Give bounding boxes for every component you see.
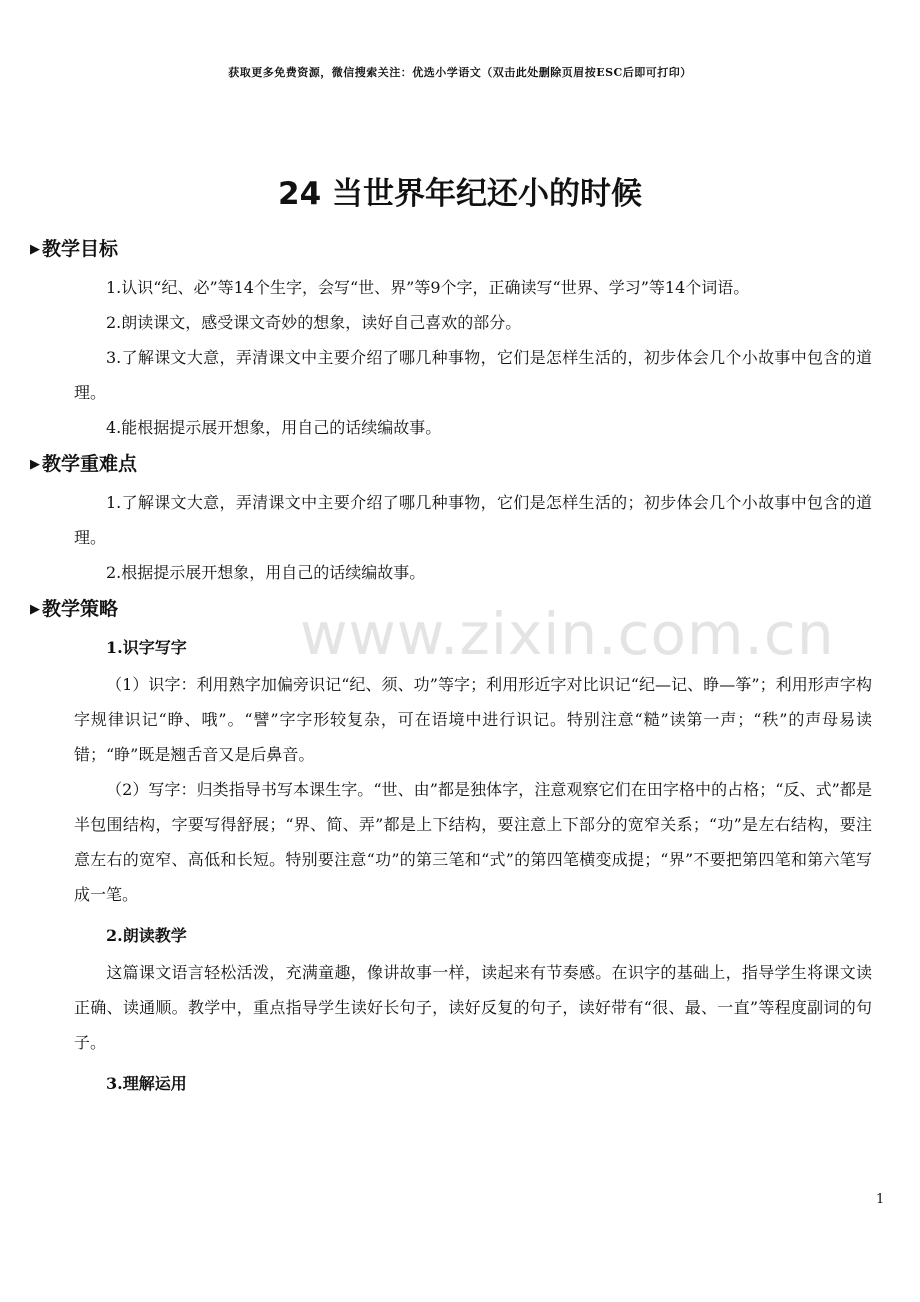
goal-item-3: 3.了解课文大意，弄清课文中主要介绍了哪几种事物，它们是怎样生活的，初步体会几个小故事中包含的道理。 — [74, 348, 872, 402]
goal-item-1: 1.认识“纪、必”等14个生字，会写“世、界”等9个字，正确读写“世界、学习”等14个词语。 — [106, 278, 750, 297]
subheading-reading: 2.朗读教学 — [106, 926, 187, 945]
literacy-paragraph-2: （2）写字：归类指导书写本课生字。“世、由”都是独体字，注意观察它们在田字格中的占格；“反、式”都是半包围结构，字要写得舒展；“界、简、弄”都是上下结构，要注意上下部分的宽窄关系；“功”是左右结构，要注意左右的宽窄、高低和长短。特别要注意“功”的第三笔和“式”的第四笔横变成提；“界”不要把第四笔和第六笔写成一笔。 — [74, 780, 872, 904]
section-heading-text: 教学目标 — [42, 238, 119, 260]
key-point-item-1: 1.了解课文大意，弄清课文中主要介绍了哪几种事物，它们是怎样生活的；初步体会几个小故事中包含的道理。 — [74, 493, 872, 547]
section-heading-key-points — [30, 449, 872, 479]
subheading-application: 3.理解运用 — [106, 1074, 187, 1093]
reading-paragraph: 这篇课文语言轻松活泼，充满童趣，像讲故事一样，读起来有节奏感。在识字的基础上，指导学生将课文读正确、读通顺。教学中，重点指导学生读好长句子，读好反复的句子，读好带有“很、最、一直”等程度副词的句子。 — [74, 963, 872, 1052]
document-title: 24 当世界年纪还小的时候 — [278, 176, 642, 212]
goal-item-4: 4.能根据提示展开想象，用自己的话续编故事。 — [106, 418, 442, 437]
page-number: 1 — [876, 1192, 885, 1207]
page-header-note: 获取更多免费资源，微信搜索关注：优选小学语文（双击此处删除页眉按ESC后即可打印） — [228, 66, 692, 79]
subheading-literacy: 1.识字写字 — [106, 638, 187, 657]
section-heading-text: 教学策略 — [42, 598, 119, 620]
section-heading-goals — [30, 234, 872, 264]
triangle-bullet-icon: ▶ — [30, 242, 40, 257]
triangle-bullet-icon: ▶ — [30, 457, 40, 472]
section-heading-text: 教学重难点 — [42, 453, 138, 475]
document-body — [30, 230, 872, 1103]
triangle-bullet-icon: ▶ — [30, 602, 40, 617]
key-point-item-2: 2.根据提示展开想象，用自己的话续编故事。 — [106, 563, 426, 582]
watermark: www.zixin.com.cn — [300, 600, 835, 668]
goal-item-2: 2.朗读课文，感受课文奇妙的想象，读好自己喜欢的部分。 — [106, 313, 522, 332]
literacy-paragraph-1: （1）识字：利用熟字加偏旁识记“纪、须、功”等字；利用形近字对比识记“纪—记、睁—筝”；利用形声字构字规律识记“睁、哦”。“譬”字字形较复杂，可在语境中进行识记。特别注意“糙”读第一声；“秩”的声母易读错；“睁”既是翘舌音又是后鼻音。 — [74, 675, 872, 764]
section-heading-strategies — [30, 594, 872, 624]
